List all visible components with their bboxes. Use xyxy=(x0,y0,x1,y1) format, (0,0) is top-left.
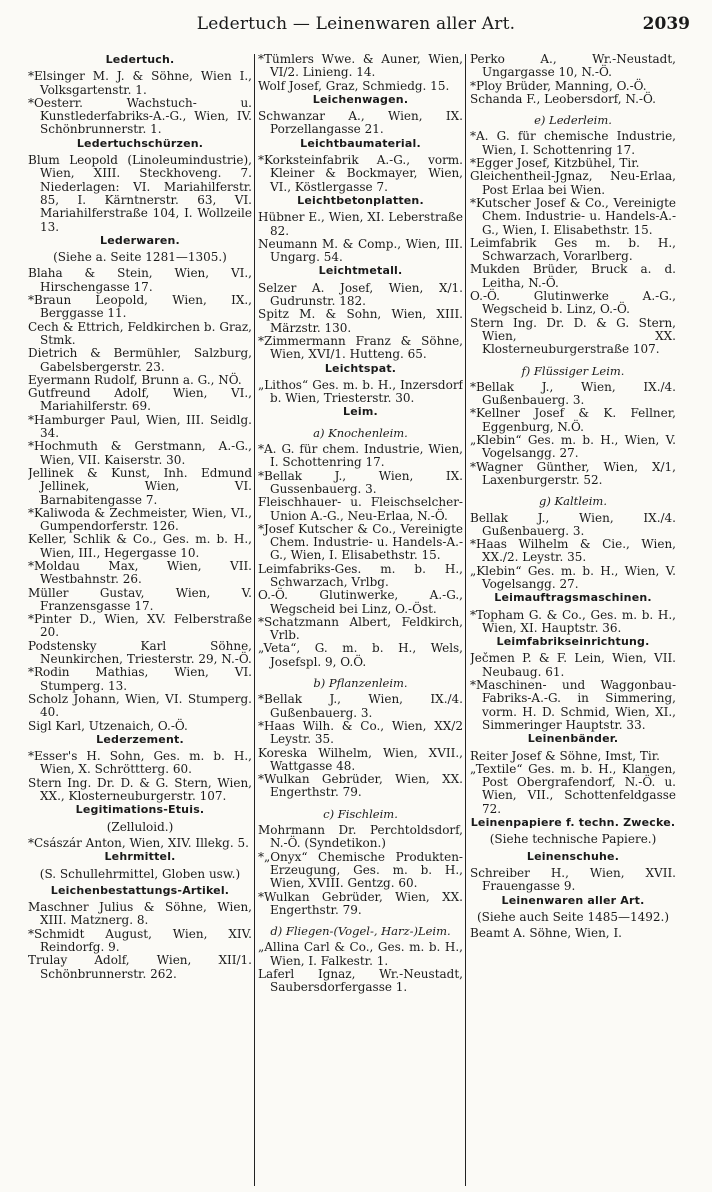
directory-entry: *„Onyx“ Chemische Produkten-Erzeugung, Ges. m. b. H., Wien, XVIII. Gentzg. 60. xyxy=(258,849,463,891)
directory-section xyxy=(28,850,252,881)
section-heading: Lehrmittel. xyxy=(104,850,176,864)
section-subheading: b) Pflanzenleim. xyxy=(313,676,408,691)
directory-section xyxy=(258,925,463,994)
directory-entry: „Klebin“ Ges. m. b. H., Wien, V. Vogelsangg. 27. xyxy=(470,563,676,591)
directory-section xyxy=(470,591,676,635)
directory-section xyxy=(28,884,252,981)
section-subheading: f) Flüssiger Leim. xyxy=(521,363,625,378)
section-heading: Leinenbänder. xyxy=(527,732,619,746)
column-divider xyxy=(254,54,255,1186)
section-heading: Ledertuchschürzen. xyxy=(76,136,204,150)
directory-section xyxy=(258,362,463,406)
directory-entry: Hübner E., Wien, XI. Leberstraße 82. xyxy=(258,210,463,238)
directory-section xyxy=(28,234,252,733)
directory-entry: Blum Leopold (Linoleumindustrie), Wien, XIII. Steckhoveng. 7. Niederlagen: VI. Mariahilferstr. 85, I. Kärntnerstr. 63, VI. Mariahilferstraße 104, I. Wollzeile 13. xyxy=(28,153,252,234)
directory-entry: *Esser's H. Sohn, Ges. m. b. H., Wien, X. Schröttterg. 60. xyxy=(28,749,252,777)
directory-entry: *A. G. für chemische Industrie, Wien, I. Schottenring 17. xyxy=(470,129,676,157)
directory-entry: *Egger Josef, Kitzbühel, Tir. xyxy=(470,156,640,171)
directory-entry: Trulay Adolf, Wien, XII/1. Schönbrunnerstr. 262. xyxy=(28,953,252,981)
section-heading: Leinenschuhe. xyxy=(526,849,620,863)
directory-section xyxy=(470,495,676,591)
directory-entry: „Veta“, G. m. b. H., Wels, Josefspl. 9, O.Ö. xyxy=(258,641,463,669)
directory-entry: Neumann M. & Comp., Wien, III. Ungarg. 54. xyxy=(258,236,463,265)
directory-entry: „Textile“ Ges. m. b. H., Klangen, Post Obergrafendorf, N.-Ö. u. Wien, VII., Schottenfeldgasse 72. xyxy=(470,761,676,816)
directory-entry: *Kutscher Josef & Co., Vereinigte Chem. Industrie- u. Handels-A.-G., Wien, I. Elisabethstr. 15. xyxy=(470,195,676,237)
directory-entry: Cech & Ettrich, Feldkirchen b. Graz, Stmk. xyxy=(28,319,252,347)
section-heading: Leimfabrikseinrichtung. xyxy=(496,635,650,649)
directory-entry: *Haas Wilh. & Co., Wien, XX/2 Leystr. 35. xyxy=(258,718,463,747)
directory-entry: „Allina Carl & Co., Ges. m. b. H., Wien, I. Falkestr. 1. xyxy=(258,940,463,968)
directory-entry: *Haas Wilhelm & Cie., Wien, XX./2. Leystr. 35. xyxy=(470,537,676,565)
directory-entry: *Braun Leopold, Wien, IX., Berggasse 11. xyxy=(28,293,252,321)
directory-entry: *Wulkan Gebrüder, Wien, XX. Engerthstr. 79. xyxy=(258,772,463,800)
page-header xyxy=(0,0,712,44)
directory-entry: Jellinek & Kunst, Inh. Edmund Jellinek, Wien, VI. Barnabitengasse 7. xyxy=(28,465,252,507)
directory-section xyxy=(470,732,676,816)
directory-section xyxy=(258,405,463,669)
directory-entry: Stern Ing. Dr. D. & G. Stern, Wien, XX. Klosterneuburgerstraße 107. xyxy=(470,315,676,357)
directory-entry: O.-Ö. Glutinwerke A.-G., Wegscheid b. Linz, O.-Ö. xyxy=(470,289,676,317)
directory-entry: *Topham G. & Co., Ges. m. b. H., Wien, XI. Hauptstr. 36. xyxy=(470,607,676,635)
directory-entry: Podstensky Karl Söhne, Neunkirchen, Triesterstr. 29, N.-Ö. xyxy=(28,638,252,667)
section-heading: Leichtmetall. xyxy=(318,264,403,278)
directory-entry: *Elsinger M. J. & Söhne, Wien I., Volksgartenstr. 1. xyxy=(28,69,252,97)
directory-entry: Wolf Josef, Graz, Schmiedg. 15. xyxy=(258,78,450,93)
section-subheading: d) Fliegen-(Vogel-, Harz-)Leim. xyxy=(270,924,451,939)
directory-entry: Scholz Johann, Wien, VI. Stumperg. 40. xyxy=(28,691,252,720)
directory-entry: *Hochmuth & Gerstmann, A.-G., Wien, VII. Kaiserstr. 30. xyxy=(28,439,252,467)
directory-entry: Leimfabriks-Ges. m. b. H., Schwarzach, Vrlbg. xyxy=(258,561,463,589)
directory-entry: *A. G. für chem. Industrie, Wien, I. Schottenring 17. xyxy=(258,442,463,470)
section-heading: Leichtbaumaterial. xyxy=(300,136,421,150)
directory-entry: „Klebin“ Ges. m. b. H., Wien, V. Vogelsangg. 27. xyxy=(470,433,676,461)
directory-entry: *Wagner Günther, Wien, X/1, Laxenburgerstr. 52. xyxy=(470,459,676,487)
directory-entry: Mohrmann Dr. Perchtoldsdorf, N.-Ö. (Syndetikon.) xyxy=(258,823,463,851)
section-heading: Leim. xyxy=(343,405,378,419)
directory-entry: Maschner Julius & Söhne, Wien, XIII. Matznerg. 8. xyxy=(28,900,252,928)
directory-entry: *Wulkan Gebrüder, Wien, XX. Engerthstr. 79. xyxy=(258,889,463,917)
directory-entry: Fleischhauer- u. Fleischselcher-Union A.-G., Neu-Erlaa, N.-Ö. xyxy=(258,495,463,523)
directory-section xyxy=(470,894,676,941)
section-heading: Leichenbestattungs-Artikel. xyxy=(50,883,230,897)
directory-entry: Gleichentheil-Jgnaz, Neu-Erlaa, Post Erlaa bei Wien. xyxy=(470,169,676,197)
section-subheading: e) Lederleim. xyxy=(534,113,612,128)
section-subheading: a) Knochenleim. xyxy=(313,425,408,440)
column-divider xyxy=(465,54,466,1186)
directory-entry: *Bellak J., Wien, IX./4. Gußenbauerg. 3. xyxy=(258,692,463,720)
section-heading: Leichtbetonplatten. xyxy=(297,193,424,207)
directory-entry: Reiter Josef & Söhne, Imst, Tir. xyxy=(470,748,660,763)
directory-section xyxy=(470,365,676,488)
directory-entry: *Kellner Josef & K. Fellner, Eggenburg, N.Ö. xyxy=(470,406,676,434)
directory-entry: *Bellak J., Wien, IX. Gussenbauerg. 3. xyxy=(258,468,463,496)
section-note: (Zelluloid.) xyxy=(106,819,174,834)
directory-entry: *Kaliwoda & Zechmeister, Wien, VI., Gumpendorferstr. 126. xyxy=(28,505,252,534)
section-heading: Lederwaren. xyxy=(100,233,180,247)
directory-entry: Laferl Ignaz, Wr.-Neustadt, Saubersdorfergasse 1. xyxy=(258,967,463,995)
section-heading: Lederzement. xyxy=(96,732,184,746)
directory-entry: Keller, Schlik & Co., Ges. m. b. H., Wien, III., Hegergasse 10. xyxy=(28,532,252,560)
section-subheading: c) Fischleim. xyxy=(323,806,398,821)
directory-entry: *Rodin Mathias, Wien, VI. Stumperg. 13. xyxy=(28,665,252,693)
directory-entry: Schwanzar A., Wien, IX. Porzellangasse 21. xyxy=(258,109,463,137)
directory-section xyxy=(470,114,676,356)
directory-section xyxy=(28,137,252,234)
directory-section xyxy=(258,53,463,93)
directory-entry: *Hamburger Paul, Wien, III. Seidlg. 34. xyxy=(28,412,252,441)
directory-section xyxy=(470,635,676,732)
directory-entry: Dietrich & Bermühler, Salzburg, Gabelsbergerstr. 23. xyxy=(28,346,252,374)
section-note: (Siehe technische Papiere.) xyxy=(489,832,657,847)
section-heading: Leinenwaren aller Art. xyxy=(501,893,645,907)
directory-entry: Perko A., Wr.-Neustadt, Ungargasse 10, N.-Ö. xyxy=(470,53,676,80)
directory-section xyxy=(258,808,463,917)
directory-entry: *Pinter D., Wien, XV. Felberstraße 20. xyxy=(28,612,252,640)
section-heading: Leichtspat. xyxy=(324,361,397,375)
directory-section xyxy=(470,53,676,106)
running-title: Ledertuch — Leinenwaren aller Art. xyxy=(196,14,516,34)
section-heading: Leimauftragsmaschinen. xyxy=(494,591,652,605)
column-right xyxy=(470,53,676,1186)
directory-section xyxy=(258,264,463,361)
directory-entry: *Maschinen- und Waggonbau-Fabriks-A.-G. in Simmering, vorm. H. D. Schmid, Wien, XI., Simmeringer Hauptstr. 33. xyxy=(470,678,676,732)
directory-entry: *Schatzmann Albert, Feldkirch, Vrlb. xyxy=(258,614,463,643)
directory-entry: Schreiber H., Wien, XVII. Frauengasse 9. xyxy=(470,865,676,894)
section-subheading: g) Kaltleim. xyxy=(539,494,607,509)
directory-entry: *Császár Anton, Wien, XIV. Illekg. 5. xyxy=(28,835,249,850)
directory-entry: O.-Ö. Glutinwerke, A.-G., Wegscheid bei Linz, O.-Öst. xyxy=(258,588,463,616)
section-heading: Leichenwagen. xyxy=(312,92,409,106)
directory-section xyxy=(28,733,252,803)
directory-entry: „Lithos“ Ges. m. b. H., Inzersdorf b. Wien, Triesterstr. 30. xyxy=(258,377,463,406)
directory-entry: Müller Gustav, Wien, V. Franzensgasse 17. xyxy=(28,585,252,613)
directory-entry: Beamt A. Söhne, Wien, I. xyxy=(470,926,622,941)
directory-entry: *Josef Kutscher & Co., Vereinigte Chem. Industrie- u. Handels-A.-G., Wien, I. Elisabethstr. 15. xyxy=(258,521,463,563)
section-note: (Siehe auch Seite 1485—1492.) xyxy=(476,909,670,924)
directory-entry: *Bellak J., Wien, IX./4. Gußenbauerg. 3. xyxy=(470,379,676,408)
column-left xyxy=(28,53,252,1186)
directory-entry: Selzer A. Josef, Wien, X/1. Gudrunstr. 182. xyxy=(258,280,463,309)
directory-entry: *Korksteinfabrik A.-G., vorm. Kleiner & Bockmayer, Wien, VI., Köstlergasse 7. xyxy=(258,153,463,194)
page-number: 2039 xyxy=(642,14,690,34)
directory-entry: *Zimmermann Franz & Söhne, Wien, XVI/1. Hutteng. 65. xyxy=(258,333,463,362)
section-note: (S. Schullehrmittel, Globen usw.) xyxy=(39,866,241,881)
directory-section xyxy=(470,850,676,894)
directory-entry: *Oesterr. Wachstuch- u. Kunstlederfabriks-A.-G., Wien, IV. Schönbrunnerstr. 1. xyxy=(28,95,252,137)
directory-entry: Sigl Karl, Utzenaich, O.-Ö. xyxy=(28,718,188,733)
directory-entry: Mukden Brüder, Bruck a. d. Leitha, N.-Ö. xyxy=(470,262,676,290)
directory-entry: Bellak J., Wien, IX./4. Gußenbauerg. 3. xyxy=(470,510,676,538)
directory-entry: Blaha & Stein, Wien, VI., Hirschengasse 17. xyxy=(28,266,252,294)
directory-section xyxy=(470,816,676,847)
directory-section xyxy=(258,677,463,800)
directory-entry: *Moldau Max, Wien, VII. Westbahnstr. 26. xyxy=(28,558,252,587)
section-heading: Leinenpapiere f. techn. Zwecke. xyxy=(470,816,676,830)
directory-entry: Eyermann Rudolf, Brunn a. G., NÖ. xyxy=(28,372,242,387)
column-middle xyxy=(258,53,463,1186)
directory-entry: Leimfabrik Ges m. b. H., Schwarzach, Vorarlberg. xyxy=(470,235,676,264)
directory-section xyxy=(28,803,252,850)
directory-entry: Spitz M. & Sohn, Wien, XIII. Märzstr. 130. xyxy=(258,307,463,335)
section-heading: Ledertuch. xyxy=(105,53,175,66)
directory-entry: *Ploy Brüder, Manning, O.-Ö. xyxy=(470,78,647,93)
directory-entry: *Tümlers Wwe. & Auner, Wien, VI/2. Linieng. 14. xyxy=(258,53,463,80)
directory-section xyxy=(28,53,252,137)
directory-entry: *Schmidt August, Wien, XIV. Reindorfg. 9. xyxy=(28,926,252,954)
section-note: (Siehe a. Seite 1281—1305.) xyxy=(53,250,227,265)
directory-section xyxy=(258,194,463,264)
directory-section xyxy=(258,137,463,194)
directory-entry: Koreska Wilhelm, Wien, XVII., Wattgasse 48. xyxy=(258,745,463,773)
directory-entry: Gutfreund Adolf, Wien, VI., Mariahilferstr. 69. xyxy=(28,386,252,414)
section-heading: Legitimations-Etuis. xyxy=(75,803,205,817)
directory-entry: Schanda F., Leobersdorf, N.-Ö. xyxy=(470,91,656,106)
directory-entry: Ječmen P. & F. Lein, Wien, VII. Neubaug. 61. xyxy=(470,651,676,679)
directory-section xyxy=(258,93,463,137)
directory-entry: Stern Ing. Dr. D. & G. Stern, Wien, XX., Klosterneuburgerstr. 107. xyxy=(28,775,252,804)
